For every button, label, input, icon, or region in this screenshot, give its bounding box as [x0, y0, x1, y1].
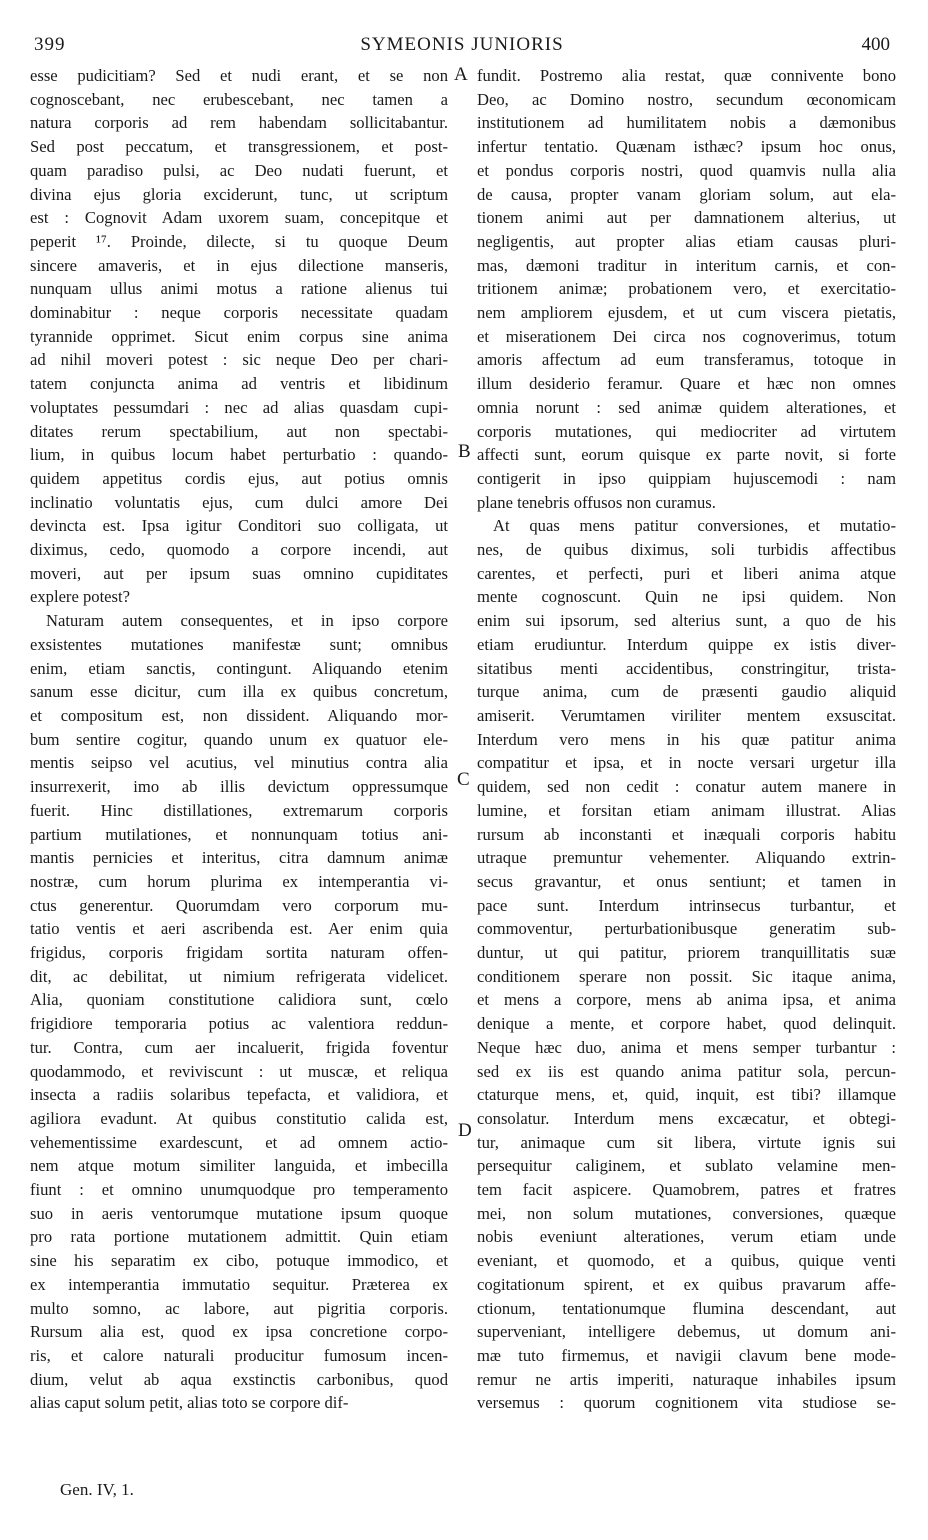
text-line: tem facit aspicere. Quamobrem, patres et fratres [477, 1180, 896, 1200]
text-line: affecti sunt, eorum quisque ex parte novit, si forte [477, 445, 896, 465]
text-line: et miserationem Dei circa nos cognoverimus, totum [477, 326, 896, 346]
margin-marker-a: A [454, 64, 468, 85]
text-line: quam paradiso pulsi, ac Deo nudati fuerunt, et [30, 160, 448, 180]
text-line: mente cognoscunt. Quin ne ipsi quidem. Non [477, 587, 896, 607]
text-line: quodammodo, et reviviscunt : ut muscæ, et reliqua [30, 1061, 448, 1081]
text-line: tatio ventis et aeri ascribenda est. Aer enim quia [30, 919, 448, 939]
text-line: negligentis, aut propter alias etiam causas pluri- [477, 231, 896, 251]
text-line: etiam erudiuntur. Interdum quippe ex istis diver- [477, 634, 896, 654]
text-line: nostræ, cum horum plurima ex intemperantia vi- [30, 871, 448, 891]
text-line: commoventur, perturbationibusque generatim sub- [477, 919, 896, 939]
text-line: esse pudicitiam? Sed et nudi erant, et se non [30, 66, 448, 85]
text-line: Sed post peccatum, et transgressionem, et post- [30, 137, 448, 157]
text-line: nem atque motum similiter languida, et imbecilla [30, 1156, 448, 1176]
text-line: nobis eveniunt alterationes, verum etiam unde [477, 1227, 896, 1247]
text-line: omnia norunt : sed animæ quidem alterationes, et [477, 397, 896, 417]
text-line: illum desiderio feramur. Quare et hæc non omnes [477, 374, 896, 394]
text-line: mas, dæmoni traditur in interitum carnis, et con- [477, 255, 896, 275]
text-line: exsistentes mutationes manifestæ sunt; omnibus [30, 634, 448, 654]
text-line: frigidus, corporis frigidam sortita naturam offen- [30, 943, 448, 963]
text-line: tionem animi aut per damnationem alterius, ut [477, 208, 896, 228]
text-line: suo in aeris ventorumque mutatione ipsum quoque [30, 1203, 448, 1223]
text-line: contigerit in ipso quippiam hujuscemodi : nam [477, 468, 896, 488]
text-line: quidem appetitus cordis ejus, aut potius omnis [30, 468, 448, 488]
text-line: et compositum est, non dissident. Aliquando mor- [30, 705, 448, 725]
text-line: tur, animaque cum sit libera, virtute ignis sui [477, 1132, 896, 1152]
text-line: voluptates pessumdari : nec ad alias quasdam cupi- [30, 397, 448, 417]
text-line: sed ex iis est quando anima patitur sola, percun- [477, 1061, 896, 1081]
text-line: sitatibus menti accidentibus, constringitur, trista- [477, 658, 896, 678]
text-line: Neque hæc duo, anima et mens semper turbantur : [477, 1037, 896, 1057]
text-line: turque anima, cum de præsenti gaudio aliquid [477, 682, 896, 702]
text-line: persequitur caliginem, et sublato velamine men- [477, 1156, 896, 1176]
text-line: est : Cognovit Adam uxorem suam, concepitque et [30, 208, 448, 228]
text-line: Interdum vero mens in his quæ patitur anima [477, 729, 896, 749]
text-line: et pondus corporis nostri, quod quamvis nulla alia [477, 160, 896, 180]
running-title: SYMEONIS JUNIORIS [360, 34, 564, 55]
page-number-right: 400 [861, 34, 890, 55]
text-line: nes, de quibus diximus, soli turbidis affectibus [477, 540, 896, 560]
footnote: Gen. IV, 1. [60, 1480, 134, 1499]
text-line: ex intemperantia immutatio sequitur. Præterea ex [30, 1274, 448, 1294]
text-line: dit, ac debilitat, ut nimium refrigerata videlicet. [30, 966, 448, 986]
margin-marker-d: D [458, 1120, 472, 1141]
text-line: ctaturque mens, et, quid, inquit, est tibi? illamque [477, 1085, 896, 1105]
text-line: peperit ¹⁷. Proinde, dilecte, si tu quoque Deum [30, 231, 448, 251]
text-line: agiliora evadunt. At quibus constitutio calida est, [30, 1108, 448, 1128]
text-line: frigidiore temporaria potius ac valentiora reddun- [30, 1014, 448, 1034]
text-line: dium, velut ab aqua exstinctis carbonibus, quod [30, 1369, 448, 1389]
text-line: fundit. Postremo alia restat, quæ connivente bono [477, 66, 896, 85]
text-line: bum sentire cogitur, quando unum ex quatuor ele- [30, 729, 448, 749]
text-line: At quas mens patitur conversiones, et mutatio- [493, 516, 896, 536]
text-line: cognoscebant, nec erubescebant, nec tamen a [30, 89, 448, 109]
margin-marker-c: C [457, 769, 470, 790]
text-line: institutionem ad humilitatem nobis a dæmonibus [477, 113, 896, 133]
text-line: eveniant, et quomodo, et a quibus, quique venti [477, 1251, 896, 1271]
text-line: compatitur et ipsa, et in nocte versari urgetur illa [477, 753, 896, 773]
text-line: sine his separatim ex cibo, potuque immodico, et [30, 1251, 448, 1271]
text-line: rursum ab inconstanti et inæquali corporis habitu [477, 824, 896, 844]
text-line: tur. Contra, cum aer incaluerit, frigida foventur [30, 1037, 448, 1057]
text-line: tatem conjuncta anima ad ventris et libidinum [30, 374, 448, 394]
text-line: divina ejus gloria exciderunt, tunc, ut scriptum [30, 184, 448, 204]
text-line: multo somno, ac labore, aut pigritia corporis. [30, 1298, 448, 1318]
text-line: ctionum, tentationumque flumina descendant, aut [477, 1298, 896, 1318]
text-line: Alia, quoniam constitutione calidiora sunt, cœlo [30, 990, 448, 1010]
text-line: corporis mutationes, qui mediocriter ad virtutem [477, 421, 896, 441]
text-line: dominabitur : neque corporis necessitate quadam [30, 303, 448, 323]
text-line: mentis seipso vel acutius, vel minutius contra alia [30, 753, 448, 773]
text-line: plane tenebris offusos non curamus. [477, 492, 716, 512]
text-line: tritionem animæ; probationem vero, et exercitatio- [477, 279, 896, 299]
margin-marker-b: B [458, 441, 471, 462]
text-line: ctus generentur. Quorumdam vero corporum mu- [30, 895, 448, 915]
text-line: pace sunt. Interdum intrinsecus turbantur, et [477, 895, 896, 915]
text-line: moveri, aut per ipsum suas omnino cupiditates [30, 563, 448, 583]
text-line: lumine, et forsitan etiam animam illustrat. Alias [477, 800, 896, 820]
text-line: amiserit. Verumtamen viriliter mentem exsuscitat. [477, 705, 896, 725]
text-line: insurrexerit, imo ab illis devictum oppressumque [30, 777, 448, 797]
text-line: Naturam autem consequentes, et in ipso corpore [46, 611, 448, 631]
text-line: enim, etiam sanctis, contingunt. Aliquando etenim [30, 658, 448, 678]
text-line: partium mutilationes, et nonnunquam totius ani- [30, 824, 448, 844]
text-line: ditates rerum spectabilium, aut non spectabi- [30, 421, 448, 441]
text-line: mæ tuto firmemus, et navigii clavum bene mode- [477, 1345, 896, 1365]
text-line: duntur, ut qui patitur, priorem tranquillitatis suæ [477, 943, 896, 963]
text-line: et mens a corpore, mens ab anima ipsa, et anima [477, 990, 896, 1010]
left-text-column [30, 64, 448, 1415]
text-line: secus gravantur, et onus sentiunt; et tamen in [477, 871, 896, 891]
text-line: tyrannide opprimet. Sicut enim corpus sine anima [30, 326, 448, 346]
text-line: vehementissime exardescunt, et ad omnem actio- [30, 1132, 448, 1152]
text-line: alias caput solum petit, alias toto se corpore dif- [30, 1393, 349, 1413]
text-line: sincere amaveris, et in ejus dilectione manseris, [30, 255, 448, 275]
text-line: mei, non solum mutationes, conversiones, quæque [477, 1203, 896, 1223]
text-line: conditionem sperare non possit. Sic itaque anima, [477, 966, 896, 986]
text-line: natura corporis ad rem habendam sollicitabantur. [30, 113, 448, 133]
text-line: versemus : quorum cognitionem vita studiose se- [477, 1393, 896, 1413]
text-line: utraque premuntur vehementer. Aliquando extrin- [477, 848, 896, 868]
text-line: remur ne artis imperiti, naturaque inhabiles ipsum [477, 1369, 896, 1389]
page-header [34, 34, 890, 62]
text-line: Rursum alia est, quod ex ipsa concretione corpo- [30, 1322, 448, 1342]
text-line: fuerit. Hinc distillationes, extremarum corporis [30, 800, 448, 820]
text-line: Deo, ac Domino nostro, secundum œconomicam [477, 89, 896, 109]
text-line: cogitationum spirent, et ex quibus pravarum affe- [477, 1274, 896, 1294]
text-line: fiunt : et omnino unumquodque pro temperamento [30, 1180, 448, 1200]
text-line: diximus, cedo, quomodo a corpore incendi, aut [30, 540, 448, 560]
text-line: mantis pernicies et interitus, citra damnum animæ [30, 848, 448, 868]
text-line: devincta est. Ipsa igitur Conditori suo colligata, ut [30, 516, 448, 536]
text-line: enim sui ipsorum, sed alterius sunt, a quo de his [477, 611, 896, 631]
text-line: de causa, propter vanam gloriam solum, aut ela- [477, 184, 896, 204]
text-line: carentes, et perfecti, puri et liberi anima atque [477, 563, 896, 583]
text-line: quidem, sed non cedit : conatur autem manere in [477, 777, 896, 797]
text-line: denique a mente, et corpore habet, quod delinquit. [477, 1014, 896, 1034]
text-line: ad nihil moveri potest : sic neque Deo per chari- [30, 350, 448, 370]
text-line: sanum esse dicitur, cum illa ex quibus concretum, [30, 682, 448, 702]
page-number-left: 399 [34, 34, 66, 55]
text-line: amoris affectum ad eum transferamus, totoque in [477, 350, 896, 370]
text-line: nunquam ullus animi motus a ratione alienus tui [30, 279, 448, 299]
text-line: explere potest? [30, 587, 130, 607]
text-line: lium, in quibus locum habet perturbatio : quando- [30, 445, 448, 465]
text-line: consolatur. Interdum mens excæcatur, et obtegi- [477, 1108, 896, 1128]
text-line: ris, et calore naturali producitur fumosum incen- [30, 1345, 448, 1365]
text-line: insecta a radiis solaribus tepefacta, et validiora, et [30, 1085, 448, 1105]
text-line: inclinatio voluntatis ejus, cum dulci amore Dei [30, 492, 448, 512]
text-line: nem ampliorem ejusdem, et ut cum viscera pietatis, [477, 303, 896, 323]
right-text-column [477, 64, 896, 1415]
text-line: infertur tentatio. Quænam isthæc? ipsum hoc onus, [477, 137, 896, 157]
text-line: superveniant, intelligere debemus, ut domum ani- [477, 1322, 896, 1342]
text-line: pro rata portione mutationem admittit. Quin etiam [30, 1227, 448, 1247]
